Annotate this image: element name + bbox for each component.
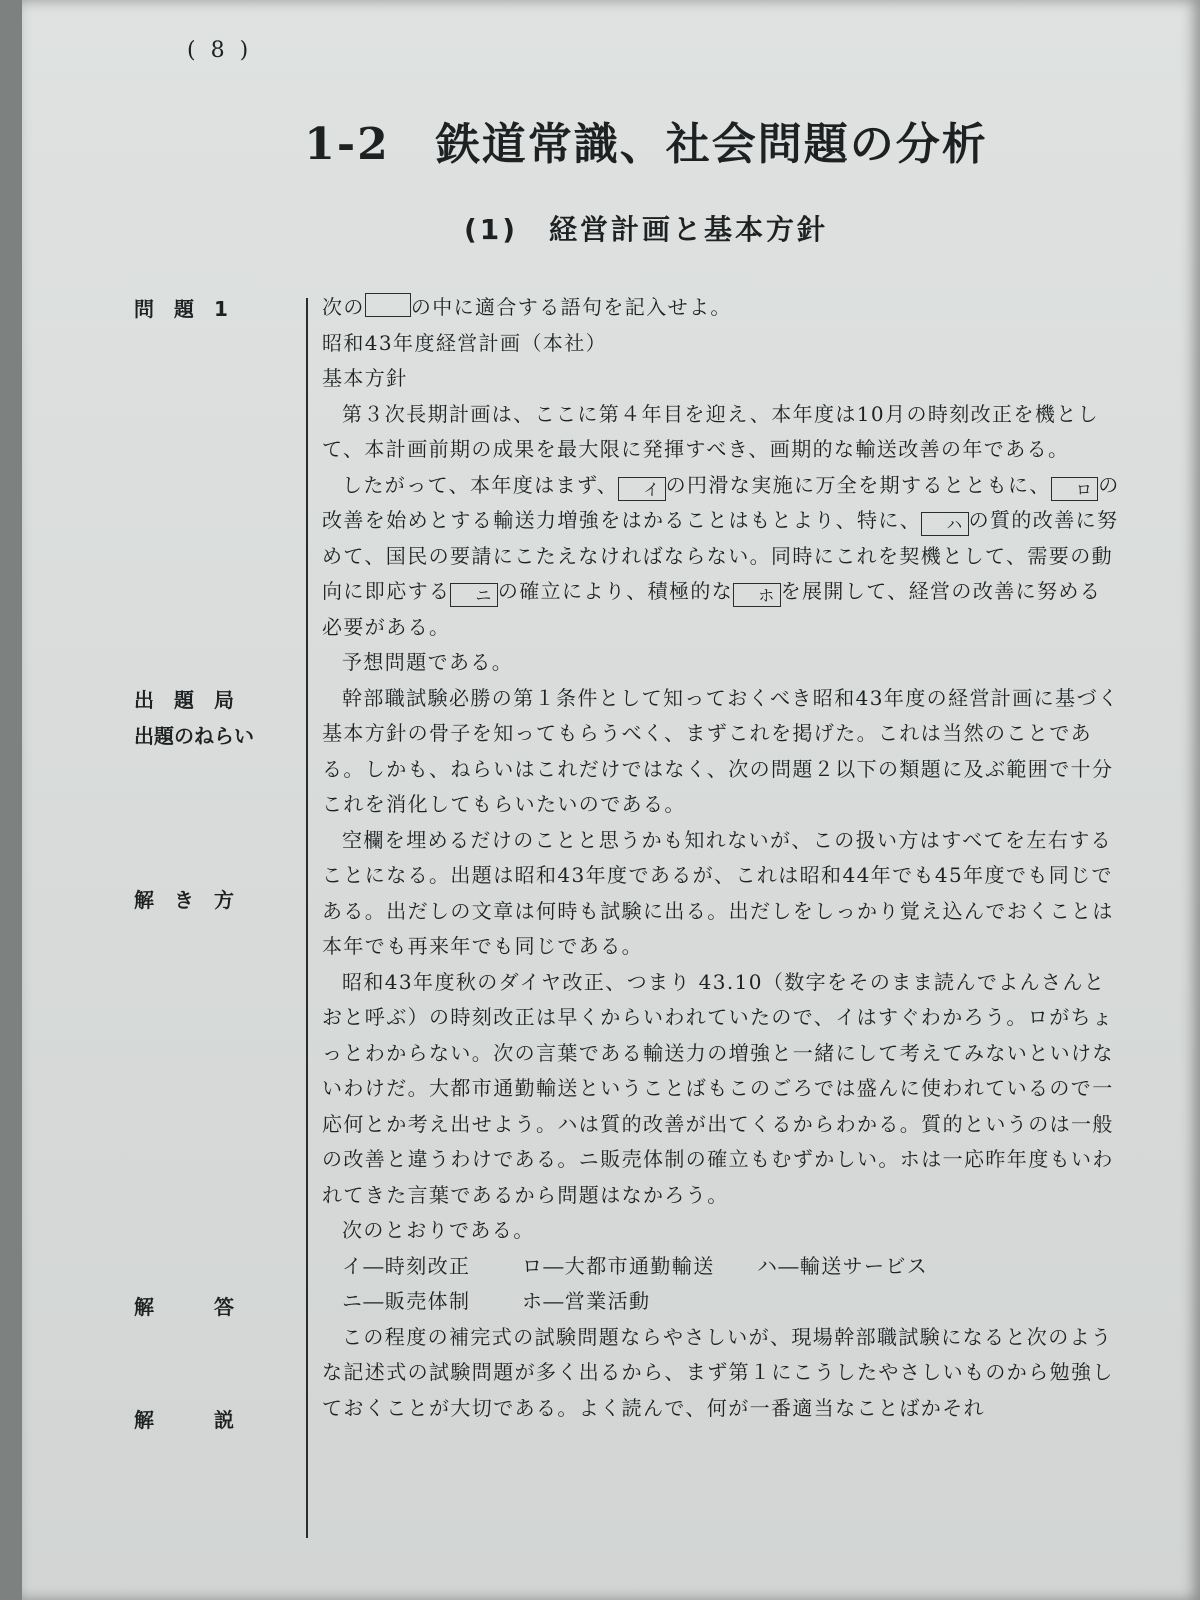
answer-intro: 次のとおりである。 <box>342 1218 535 1242</box>
blank-box-ha: ハ <box>921 512 968 536</box>
blank-box-ro: ロ <box>1051 477 1098 501</box>
margin-rule <box>306 298 308 1538</box>
problem-heading-1: 昭和43年度経営計画（本社） <box>322 330 608 355</box>
aim-text: 幹部職試験必勝の第１条件として知っておくべき昭和43年度の経営計画に基づく基本方針の骨子を知ってもらうべく、まずこれを掲げた。これは当然のことである。しかも、ねらいはこれだけではなく、次の問題２以下の類題に及ぶ範囲で十分これを消化してもらいたいのである。 <box>322 685 1120 816</box>
label-aim: 出題のねらい <box>134 724 254 748</box>
answer-ho: ホ―営業活動 <box>522 1289 651 1313</box>
label-answer: 解 答 <box>134 1295 234 1319</box>
answer-ha: ハ―輸送サービス <box>757 1253 929 1278</box>
answer-ni: ニ―販売体制 <box>342 1289 471 1313</box>
problem-para-1: 第３次長期計画は、ここに第４年目を迎え、本年度は10月の時刻改正を機として、本計画前期の成果を最大限に発揮すべき、画期的な輸送改善の年である。 <box>322 401 1100 461</box>
blank-box-ho: ホ <box>733 583 780 607</box>
method-para-1: 空欄を埋めるだけのことと思うかも知れないが、この扱い方はすべてを左右することになる。出題は昭和43年度であるが、これは昭和44年でも45年度でも同じである。出だしの文章は何時も試験に出る。出だしをしっかり覚え込んでおくことは本年でも再来年でも同じである。 <box>322 827 1114 958</box>
answer-i: イ―時刻改正 <box>342 1253 471 1278</box>
label-problem: 問 題 1 <box>134 297 228 321</box>
blank-box-i: イ <box>618 477 665 501</box>
label-method: 解 き 方 <box>134 888 234 912</box>
problem-para-2: したがって、本年度はまず、 イ の円滑な実施に万全を期するとともに、 ロ の改善を始めとする輸送力増強をはかることはもとより、特に、 ハ の質的改善に努めて、国民の要請にこたえなければならない。同時にこれを契機として、需要の動向に即応する ニ の確立により、積極的な ホ を展開して、経営の改善に努める必要がある。 <box>322 472 1120 639</box>
problem-instruction: 次の の中に適合する語句を記入せよ。 <box>322 295 732 319</box>
label-explanation: 解 説 <box>134 1408 234 1432</box>
method-para-2: 昭和43年度秋のダイヤ改正、つまり 43.10（数字をそのまま読んでよんさんとおと呼ぶ）の時刻改正は早くからいわれていたので、イはすぐわかろう。ロがちょっとわからない。次の言葉である輸送力の増強と一緒にして考えてみないといけないわけだ。大都市通勤輸送ということばもこのごろでは盛んに使われているので一応何とか考え出せよう。ハは質的改善が出てくるからわかる。質的というのは一般の改善と違うわけである。ニ販売体制の確立もむずかしい。ホは一応昨年度もいわれてきた言葉であるから問題はなかろう。 <box>322 969 1114 1207</box>
page-number: ( 8 ) <box>187 38 253 63</box>
answer-row-2 <box>322 1284 1122 1320</box>
blank-box <box>365 293 411 317</box>
label-source: 出 題 局 <box>134 688 234 712</box>
answer-row-1 <box>322 1249 1122 1285</box>
book-page <box>22 0 1200 1600</box>
blank-box-ni: ニ <box>450 583 497 607</box>
explanation-text: この程度の補完式の試験問題ならやさしいが、現場幹部職試験になると次のような記述式の試験問題が多く出るから、まず第１にこうしたやさしいものから勉強しておくことが大切である。よく読んで、何が一番適当なことばかそれ <box>322 1324 1114 1420</box>
problem-heading-2: 基本方針 <box>322 366 408 390</box>
body-text <box>322 290 1122 1426</box>
section-title: 1-2 鉄道常識、社会問題の分析 <box>304 119 988 170</box>
section-subtitle: (1) 経営計画と基本方針 <box>463 213 829 246</box>
answer-ro: ロ―大都市通勤輸送 <box>522 1253 715 1278</box>
source-text: 予想問題である。 <box>342 650 514 674</box>
